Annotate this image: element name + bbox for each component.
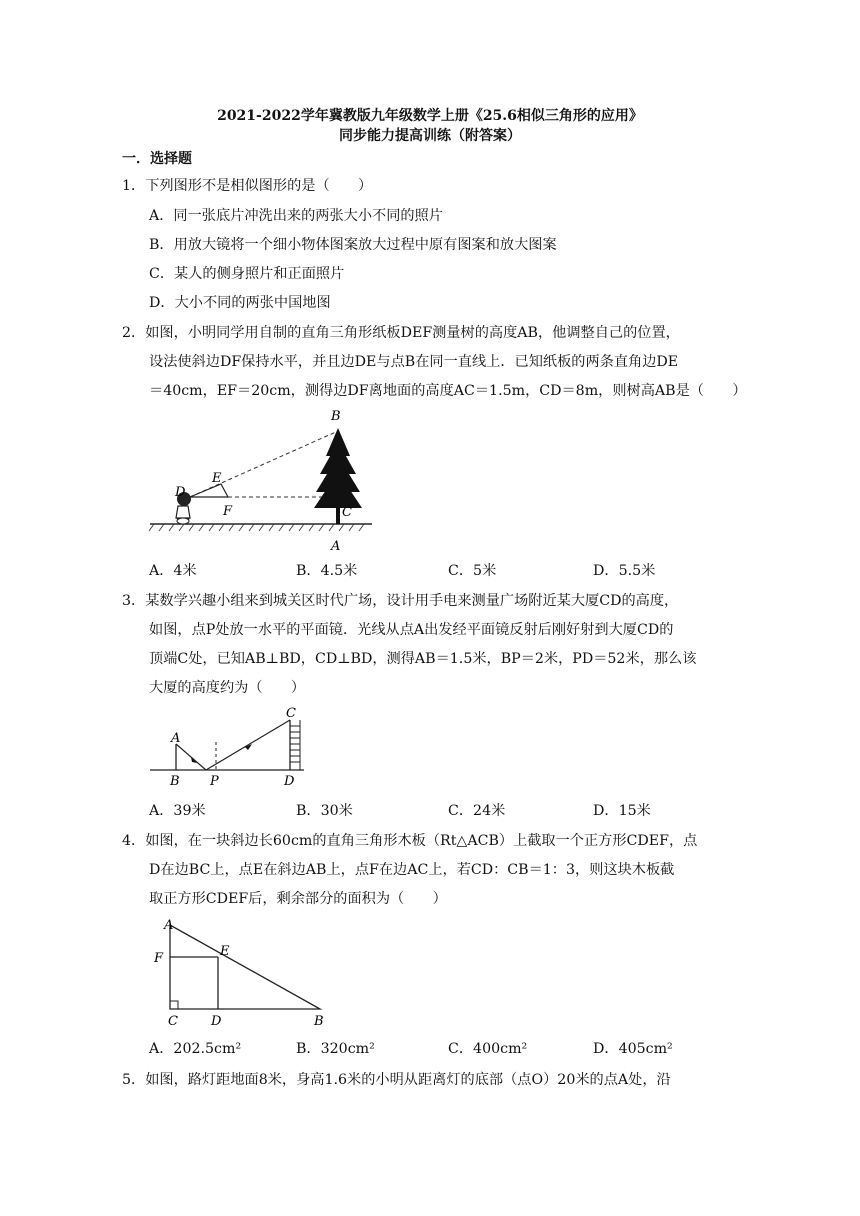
svg-text:C: C xyxy=(286,706,296,721)
q3-line1: 3．某数学兴趣小组来到城关区时代广场，设计用手电来测量广场附近某大厦CD的高度， xyxy=(122,593,679,609)
q2-option-c: C．5米 xyxy=(448,563,497,579)
q4-option-a: A．202.5cm² xyxy=(149,1041,242,1057)
svg-text:P: P xyxy=(210,774,219,788)
svg-text:A: A xyxy=(164,918,174,933)
q4-line3: 取正方形CDEF后，剩余部分的面积为（ ） xyxy=(149,891,447,907)
q1-option-a: A．同一张底片冲洗出来的两张大小不同的照片 xyxy=(149,208,443,224)
q1-option-b: B．用放大镜将一个细小物体图案放大过程中原有图案和放大图案 xyxy=(149,237,557,253)
svg-text:B: B xyxy=(170,774,180,788)
q4-option-c: C．400cm² xyxy=(448,1041,528,1057)
svg-text:B: B xyxy=(314,1014,324,1027)
svg-text:C: C xyxy=(342,505,352,520)
q1-stem: 1．下列图形不是相似图形的是（ ） xyxy=(122,178,373,194)
q3-option-a: A．39米 xyxy=(149,803,206,819)
svg-text:A: A xyxy=(331,539,341,552)
svg-text:D: D xyxy=(211,1014,222,1027)
q5-line1: 5．如图，路灯距地面8米，身高1.6米的小明从距离灯的底部（点O）20米的点A处，沿 xyxy=(122,1072,671,1088)
q4-option-b: B．320cm² xyxy=(296,1041,375,1057)
svg-text:C: C xyxy=(168,1014,178,1027)
q2-option-a: A．4米 xyxy=(149,563,197,579)
q3-option-d: D．15米 xyxy=(593,803,651,819)
q2-option-b: B．4.5米 xyxy=(296,563,358,579)
q4-figure-right-triangle-square xyxy=(148,915,338,1027)
svg-text:A: A xyxy=(171,731,181,746)
svg-text:F: F xyxy=(223,504,233,519)
q1-option-c: C．某人的侧身照片和正面照片 xyxy=(149,266,345,282)
q3-figure-mirror-reflection xyxy=(148,704,308,788)
svg-text:B: B xyxy=(331,409,341,424)
section-heading: 一．选择题 xyxy=(122,151,192,167)
svg-text:D: D xyxy=(284,774,295,788)
document-title-line1: 2021-2022学年冀教版九年级数学上册《25.6相似三角形的应用》 xyxy=(217,108,643,124)
q3-line2: 如图，点P处放一水平的平面镜．光线从点A出发经平面镜反射后刚好射到大厦CD的 xyxy=(149,622,674,638)
svg-text:F: F xyxy=(154,951,164,966)
document-title-line2: 同步能力提高训练（附答案） xyxy=(339,128,521,144)
q2-line3: ＝40cm，EF＝20cm，测得边DF离地面的高度AC＝1.5m，CD＝8m，则树高AB是（ ） xyxy=(149,383,747,399)
q3-option-c: C．24米 xyxy=(448,803,506,819)
q3-option-b: B．30米 xyxy=(296,803,353,819)
tree-icon xyxy=(314,428,362,524)
q1-option-d: D．大小不同的两张中国地图 xyxy=(149,295,331,311)
q3-line4: 大厦的高度约为（ ） xyxy=(149,680,306,696)
q3-line3: 顶端C处，已知AB⊥BD，CD⊥BD，测得AB＝1.5米，BP＝2米，PD＝52米，那么该 xyxy=(149,651,697,667)
svg-text:E: E xyxy=(212,471,222,486)
q4-line1: 4．如图，在一块斜边长60cm的直角三角形木板（Rt△ACB）上截取一个正方形CDEF，点 xyxy=(122,833,698,849)
q4-line2: D在边BC上，点E在斜边AB上，点F在边AC上，若CD：CB＝1：3，则这块木板截 xyxy=(149,862,675,878)
q4-option-d: D．405cm² xyxy=(593,1041,673,1057)
q2-option-d: D．5.5米 xyxy=(593,563,656,579)
q2-line1: 2．如图，小明同学用自制的直角三角形纸板DEF测量树的高度AB，他调整自己的位置， xyxy=(122,325,680,341)
svg-text:E: E xyxy=(220,944,230,959)
svg-text:D: D xyxy=(175,485,186,500)
q2-line2: 设法使斜边DF保持水平，并且边DE与点B在同一直线上．已知纸板的两条直角边DE xyxy=(149,354,679,370)
q2-figure-tree-measurement xyxy=(148,404,378,552)
